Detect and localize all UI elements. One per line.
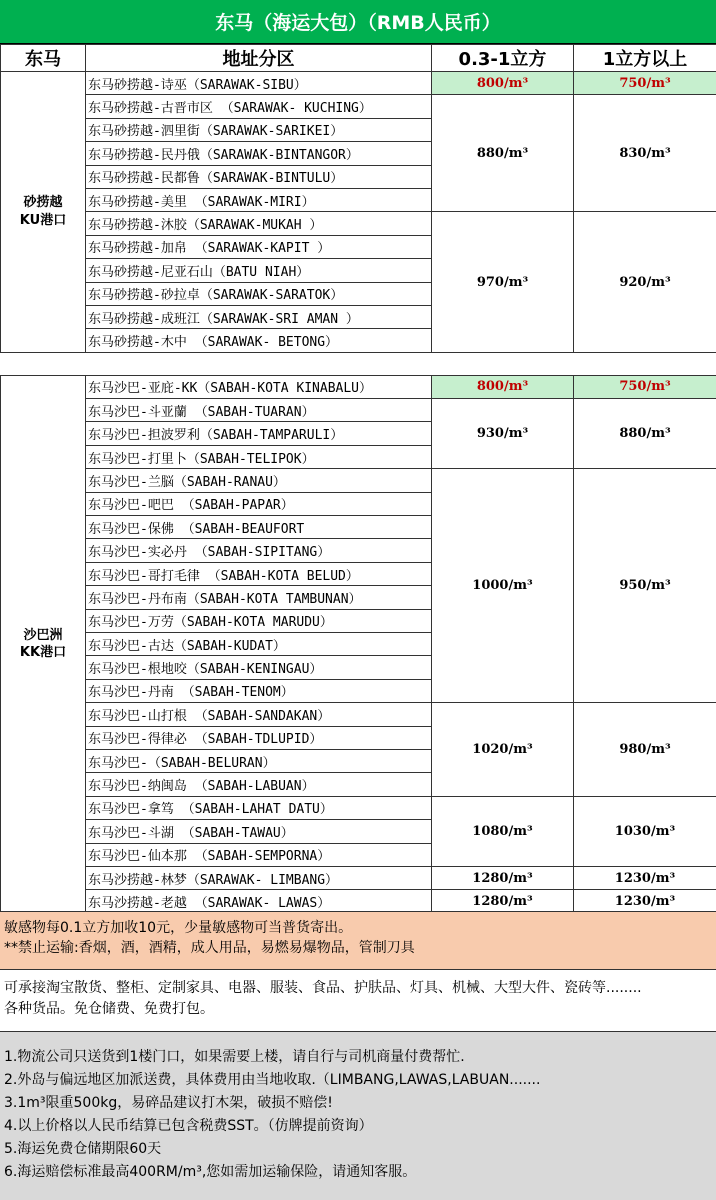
address-cell: 东马沙巴-古达（SABAH-KUDAT） [86, 632, 432, 655]
term-line: 5.海运免费仓储期限60天 [4, 1141, 162, 1157]
address-cell: 东马沙巴-保佛 （SABAH-BEAUFORT [86, 516, 432, 539]
price-large-cell: 750/m³ [574, 72, 716, 95]
table-row [1, 212, 716, 235]
price-small-cell: 930/m³ [432, 399, 574, 469]
address-cell: 东马沙巴-实必丹 （SABAH-SIPITANG） [86, 539, 432, 562]
address-cell: 东马沙捞越-老越 （SARAWAK- LAWAS） [86, 890, 432, 913]
sensitive-goods-notice [0, 911, 716, 969]
price-large-cell: 830/m³ [574, 95, 716, 212]
address-cell: 东马沙巴-兰脳（SABAH-RANAU） [86, 469, 432, 492]
accepted-goods-notice [0, 969, 716, 1032]
table-row [1, 469, 716, 492]
sabah-port-label: 沙巴洲 KK港口 [1, 375, 86, 913]
address-cell: 东马沙巴-仙本那 （SABAH-SEMPORNA） [86, 843, 432, 866]
table-row [1, 703, 716, 726]
address-cell: 东马砂捞越-木中 （SARAWAK- BETONG） [86, 329, 432, 352]
header-address: 地址分区 [86, 45, 432, 72]
price-small-cell: 800/m³ [432, 375, 574, 398]
address-cell: 东马砂捞越-砂拉卓（SARAWAK-SARATOK） [86, 282, 432, 305]
table-header-row [1, 45, 716, 72]
address-cell: 东马沙巴-斗湖 （SABAH-TAWAU） [86, 820, 432, 843]
table-row [1, 866, 716, 889]
price-small-cell: 1000/m³ [432, 469, 574, 703]
address-cell: 东马沙巴-山打根 （SABAH-SANDAKAN） [86, 703, 432, 726]
notice-line: 各种货品。免仓储费、免费打包。 [4, 1001, 214, 1017]
table-row [1, 375, 716, 398]
price-small-cell: 970/m³ [432, 212, 574, 352]
address-cell: 东马砂捞越-沐胶（SARAWAK-MUKAH ） [86, 212, 432, 235]
address-cell: 东马沙巴-丹布南（SABAH-KOTA TAMBUNAN） [86, 586, 432, 609]
address-cell: 东马沙巴-根地咬（SABAH-KENINGAU） [86, 656, 432, 679]
address-cell: 东马砂捞越-民丹俄（SARAWAK-BINTANGOR） [86, 142, 432, 165]
term-line: 4.以上价格以人民币结算已包含税费SST。（仿牌提前资询） [4, 1118, 373, 1134]
header-price-large: 1立方以上 [574, 45, 716, 72]
address-cell: 东马沙巴-斗亚蘭 （SABAH-TUARAN） [86, 399, 432, 422]
gap-cell [1, 352, 716, 375]
price-large-cell: 1230/m³ [574, 890, 716, 913]
price-small-cell: 800/m³ [432, 72, 574, 95]
table-row [1, 399, 716, 422]
address-cell: 东马沙巴-丹南 （SABAH-TENOM） [86, 679, 432, 702]
header-price-small: 0.3-1立方 [432, 45, 574, 72]
price-small-cell: 1020/m³ [432, 703, 574, 797]
address-cell: 东马沙捞越-林梦（SARAWAK- LIMBANG） [86, 866, 432, 889]
price-large-cell: 1230/m³ [574, 866, 716, 889]
price-large-cell: 980/m³ [574, 703, 716, 797]
address-cell: 东马砂捞越-古晋市区 （SARAWAK- KUCHING） [86, 95, 432, 118]
rate-body [1, 72, 716, 914]
table-row [1, 72, 716, 95]
term-line: 6.海运赔偿标准最高400RM/m³,您如需加运输保险，请通知客服。 [4, 1164, 417, 1180]
address-cell: 东马沙巴-吧巴 （SABAH-PAPAR） [86, 492, 432, 515]
address-cell: 东马砂捞越-诗巫（SARAWAK-SIBU） [86, 72, 432, 95]
address-cell: 东马砂捞越-美里 （SARAWAK-MIRI） [86, 188, 432, 211]
terms-notice [0, 1032, 716, 1200]
notice-line: **禁止运输:香烟，酒，酒精，成人用品，易燃易爆物品，管制刀具 [4, 940, 415, 956]
address-cell: 东马砂捞越-尼亚石山（BATU NIAH） [86, 259, 432, 282]
price-large-cell: 1030/m³ [574, 796, 716, 866]
address-cell: 东马沙巴-哥打毛律 （SABAH-KOTA BELUD） [86, 562, 432, 585]
address-cell: 东马沙巴-亚庇-KK（SABAH-KOTA KINABALU） [86, 375, 432, 398]
address-cell: 东马沙巴-纳闽岛 （SABAH-LABUAN） [86, 773, 432, 796]
table-row [1, 890, 716, 913]
page-title: 东马（海运大包）（RMB人民币） [0, 0, 716, 44]
address-cell: 东马沙巴-得律必 （SABAH-TDLUPID） [86, 726, 432, 749]
table-row [1, 796, 716, 819]
price-large-cell: 920/m³ [574, 212, 716, 352]
address-cell: 东马砂捞越-民都鲁（SARAWAK-BINTULU） [86, 165, 432, 188]
notice-line: 可承接淘宝散货、整柜、定制家具、电器、服装、食品、护肤品、灯具、机械、大型大件、瓷砖等........ [4, 980, 642, 996]
price-large-cell: 880/m³ [574, 399, 716, 469]
price-small-cell: 1280/m³ [432, 890, 574, 913]
address-cell: 东马砂捞越-加帛 （SARAWAK-KAPIT ） [86, 235, 432, 258]
notice-line: 敏感物每0.1立方加收10元，少量敏感物可当普货寄出。 [4, 920, 353, 936]
sarawak-port-label: 砂捞越 KU港口 [1, 72, 86, 353]
address-cell: 东马砂捞越-泗里街（SARAWAK-SARIKEI） [86, 118, 432, 141]
term-line: 2.外岛与偏远地区加派送费，具体费用由当地收取.（LIMBANG,LAWAS,LABUAN....... [4, 1072, 541, 1088]
price-large-cell: 750/m³ [574, 375, 716, 398]
section-gap [1, 352, 716, 375]
rate-table [0, 44, 716, 914]
address-cell: 东马砂捞越-成班江（SARAWAK-SRI AMAN ） [86, 305, 432, 328]
table-row [1, 95, 716, 118]
address-cell: 东马沙巴-打里卜（SABAH-TELIPOK） [86, 445, 432, 468]
price-small-cell: 1280/m³ [432, 866, 574, 889]
price-small-cell: 880/m³ [432, 95, 574, 212]
term-line: 1.物流公司只送货到1楼门口，如果需要上楼，请自行与司机商量付费帮忙. [4, 1049, 465, 1065]
price-small-cell: 1080/m³ [432, 796, 574, 866]
address-cell: 东马沙巴-担波罗利（SABAH-TAMPARULI） [86, 422, 432, 445]
address-cell: 东马沙巴-（SABAH-BELURAN） [86, 749, 432, 772]
address-cell: 东马沙巴-万劳（SABAH-KOTA MARUDU） [86, 609, 432, 632]
price-large-cell: 950/m³ [574, 469, 716, 703]
term-line: 3.1m³限重500kg，易碎品建议打木架，破损不赔偿! [4, 1095, 333, 1111]
address-cell: 东马沙巴-拿笃 （SABAH-LAHAT DATU） [86, 796, 432, 819]
header-region: 东马 [1, 45, 86, 72]
